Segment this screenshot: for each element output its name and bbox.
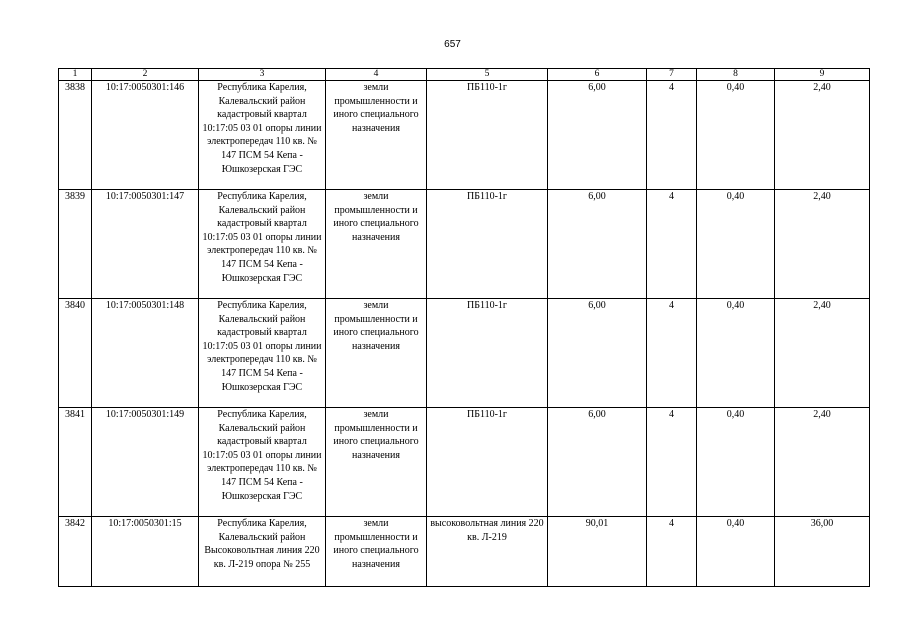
land-category: земли промышленности и иного специального назначения xyxy=(326,81,427,190)
location-address: Республика Карелия, Калевальский район кадастровый квартал 10:17:05 03 01 опоры линии электропередач 110 кв. № 147 ПСМ 54 Кепа - Юшкозерская ГЭС xyxy=(199,81,326,190)
land-category: земли промышленности и иного специального назначения xyxy=(326,190,427,299)
column-7-value: 4 xyxy=(647,517,697,587)
row-number: 3840 xyxy=(59,299,92,408)
total-value: 2,40 xyxy=(775,81,870,190)
rate-value: 0,40 xyxy=(697,517,775,587)
row-number: 3838 xyxy=(59,81,92,190)
column-header: 5 xyxy=(427,69,548,81)
table-row xyxy=(59,408,870,517)
object-type: ПБ110-1г xyxy=(427,81,548,190)
location-address: Республика Карелия, Калевальский район Высоковольтная линия 220 кв. Л-219 опора № 255 xyxy=(199,517,326,587)
area-value: 6,00 xyxy=(548,81,647,190)
area-value: 6,00 xyxy=(548,190,647,299)
land-registry-table xyxy=(58,68,870,587)
column-header: 6 xyxy=(548,69,647,81)
rate-value: 0,40 xyxy=(697,190,775,299)
column-number-row xyxy=(59,69,870,81)
column-header: 8 xyxy=(697,69,775,81)
page-number: 657 xyxy=(444,39,461,50)
cadastral-number: 10:17:0050301:148 xyxy=(92,299,199,408)
cadastral-number: 10:17:0050301:147 xyxy=(92,190,199,299)
rate-value: 0,40 xyxy=(697,408,775,517)
land-category: земли промышленности и иного специального назначения xyxy=(326,517,427,587)
column-7-value: 4 xyxy=(647,408,697,517)
column-header: 3 xyxy=(199,69,326,81)
cadastral-number: 10:17:0050301:15 xyxy=(92,517,199,587)
cadastral-number: 10:17:0050301:146 xyxy=(92,81,199,190)
land-category: земли промышленности и иного специального назначения xyxy=(326,408,427,517)
total-value: 2,40 xyxy=(775,190,870,299)
rate-value: 0,40 xyxy=(697,81,775,190)
row-number: 3839 xyxy=(59,190,92,299)
location-address: Республика Карелия, Калевальский район кадастровый квартал 10:17:05 03 01 опоры линии электропередач 110 кв. № 147 ПСМ 54 Кепа - Юшкозерская ГЭС xyxy=(199,299,326,408)
column-header: 9 xyxy=(775,69,870,81)
object-type: ПБ110-1г xyxy=(427,299,548,408)
table-row xyxy=(59,81,870,190)
total-value: 2,40 xyxy=(775,299,870,408)
total-value: 36,00 xyxy=(775,517,870,587)
area-value: 6,00 xyxy=(548,408,647,517)
location-address: Республика Карелия, Калевальский район кадастровый квартал 10:17:05 03 01 опоры линии электропередач 110 кв. № 147 ПСМ 54 Кепа - Юшкозерская ГЭС xyxy=(199,408,326,517)
column-header: 1 xyxy=(59,69,92,81)
area-value: 6,00 xyxy=(548,299,647,408)
column-7-value: 4 xyxy=(647,81,697,190)
column-7-value: 4 xyxy=(647,190,697,299)
row-number: 3841 xyxy=(59,408,92,517)
row-number: 3842 xyxy=(59,517,92,587)
table-row xyxy=(59,190,870,299)
cadastral-number: 10:17:0050301:149 xyxy=(92,408,199,517)
total-value: 2,40 xyxy=(775,408,870,517)
column-header: 7 xyxy=(647,69,697,81)
object-type: высоковольтная линия 220 кв. Л-219 xyxy=(427,517,548,587)
location-address: Республика Карелия, Калевальский район кадастровый квартал 10:17:05 03 01 опоры линии электропередач 110 кв. № 147 ПСМ 54 Кепа - Юшкозерская ГЭС xyxy=(199,190,326,299)
column-header: 2 xyxy=(92,69,199,81)
column-header: 4 xyxy=(326,69,427,81)
object-type: ПБ110-1г xyxy=(427,408,548,517)
table-row xyxy=(59,517,870,587)
rate-value: 0,40 xyxy=(697,299,775,408)
object-type: ПБ110-1г xyxy=(427,190,548,299)
table-row xyxy=(59,299,870,408)
column-7-value: 4 xyxy=(647,299,697,408)
area-value: 90,01 xyxy=(548,517,647,587)
land-category: земли промышленности и иного специального назначения xyxy=(326,299,427,408)
